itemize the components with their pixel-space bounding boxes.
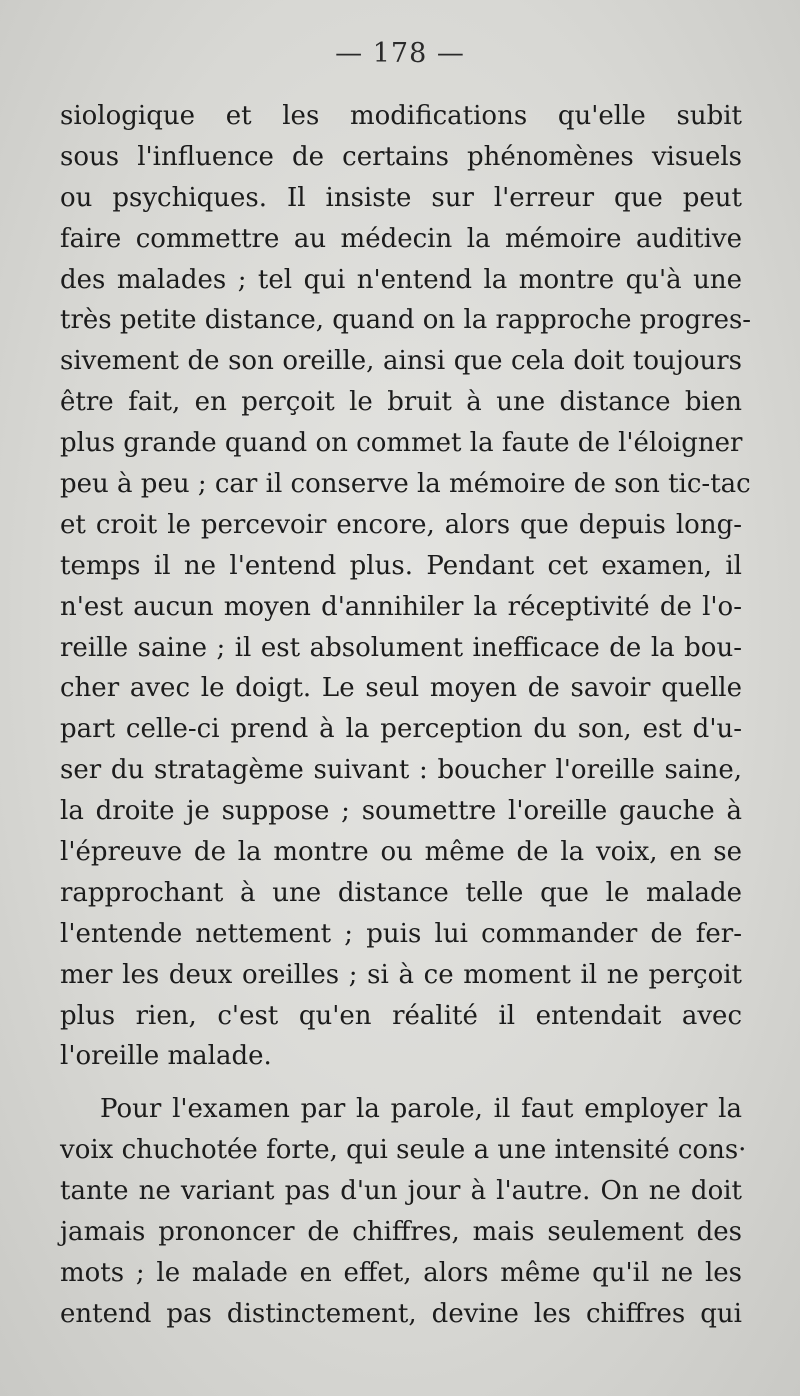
text-line: voix chuchotée forte, qui seule a une intensité cons·: [60, 1135, 747, 1166]
text-line: sivement de son oreille, ainsi que cela doit toujours: [60, 346, 742, 377]
text-line: la droite je suppose ; soumettre l'oreille gauche à: [60, 796, 742, 827]
text-line: ser du stratagème suivant : boucher l'oreille saine,: [60, 755, 742, 786]
text-line: et croit le percevoir encore, alors que depuis long-: [60, 509, 742, 540]
text-line: siologique et les modifications qu'elle subit: [60, 101, 742, 131]
text-line: l'épreuve de la montre ou même de la voix, en se: [60, 837, 742, 868]
text-line: très petite distance, quand on la rapproche progres-: [60, 305, 752, 336]
body-text: [60, 96, 752, 1335]
page-number: — 178 —: [335, 38, 465, 69]
text-line: entend pas distinctement, devine les chiffres qui: [60, 1298, 742, 1329]
text-line: ou psychiques. Il insiste sur l'erreur que peut: [60, 182, 742, 213]
text-line: reille saine ; il est absolument inefficace de la bou-: [60, 632, 742, 663]
text-line: cher avec le doigt. Le seul moyen de savoir quelle: [60, 673, 742, 704]
text-line: plus rien, c'est qu'en réalité il entendait avec: [60, 1000, 742, 1031]
text-line: l'oreille malade.: [60, 1041, 272, 1072]
text-line: peu à peu ; car il conserve la mémoire de son tic-tac: [60, 469, 751, 500]
text-line: faire commettre au médecin la mémoire auditive: [60, 223, 742, 254]
text-line: l'entende nettement ; puis lui commander de fer-: [60, 918, 742, 949]
text-line: temps il ne l'entend plus. Pendant cet examen, il: [60, 550, 742, 581]
text-line: part celle-ci prend à la perception du son, est d'u-: [60, 714, 742, 745]
text-line: plus grande quand on commet la faute de l'éloigner: [60, 428, 743, 459]
text-line: sous l'influence de certains phénomènes visuels: [60, 141, 742, 172]
text-line: des malades ; tel qui n'entend la montre qu'à une: [60, 264, 742, 295]
text-line: mots ; le malade en effet, alors même qu'il ne les: [60, 1257, 742, 1288]
text-line: mer les deux oreilles ; si à ce moment il ne perçoit: [60, 959, 742, 990]
paragraph: [60, 96, 752, 1077]
text-line: tante ne variant pas d'un jour à l'autre. On ne doit: [60, 1176, 742, 1207]
text-line: n'est aucun moyen d'annihiler la réceptivité de l'o-: [60, 591, 742, 622]
text-line: Pour l'examen par la parole, il faut employer la: [100, 1094, 742, 1125]
text-line: rapprochant à une distance telle que le malade: [60, 877, 742, 908]
text-line: être fait, en perçoit le bruit à une distance bien: [60, 387, 742, 418]
paragraph: [60, 1089, 747, 1334]
text-line: jamais prononcer de chiffres, mais seulement des: [60, 1217, 742, 1248]
